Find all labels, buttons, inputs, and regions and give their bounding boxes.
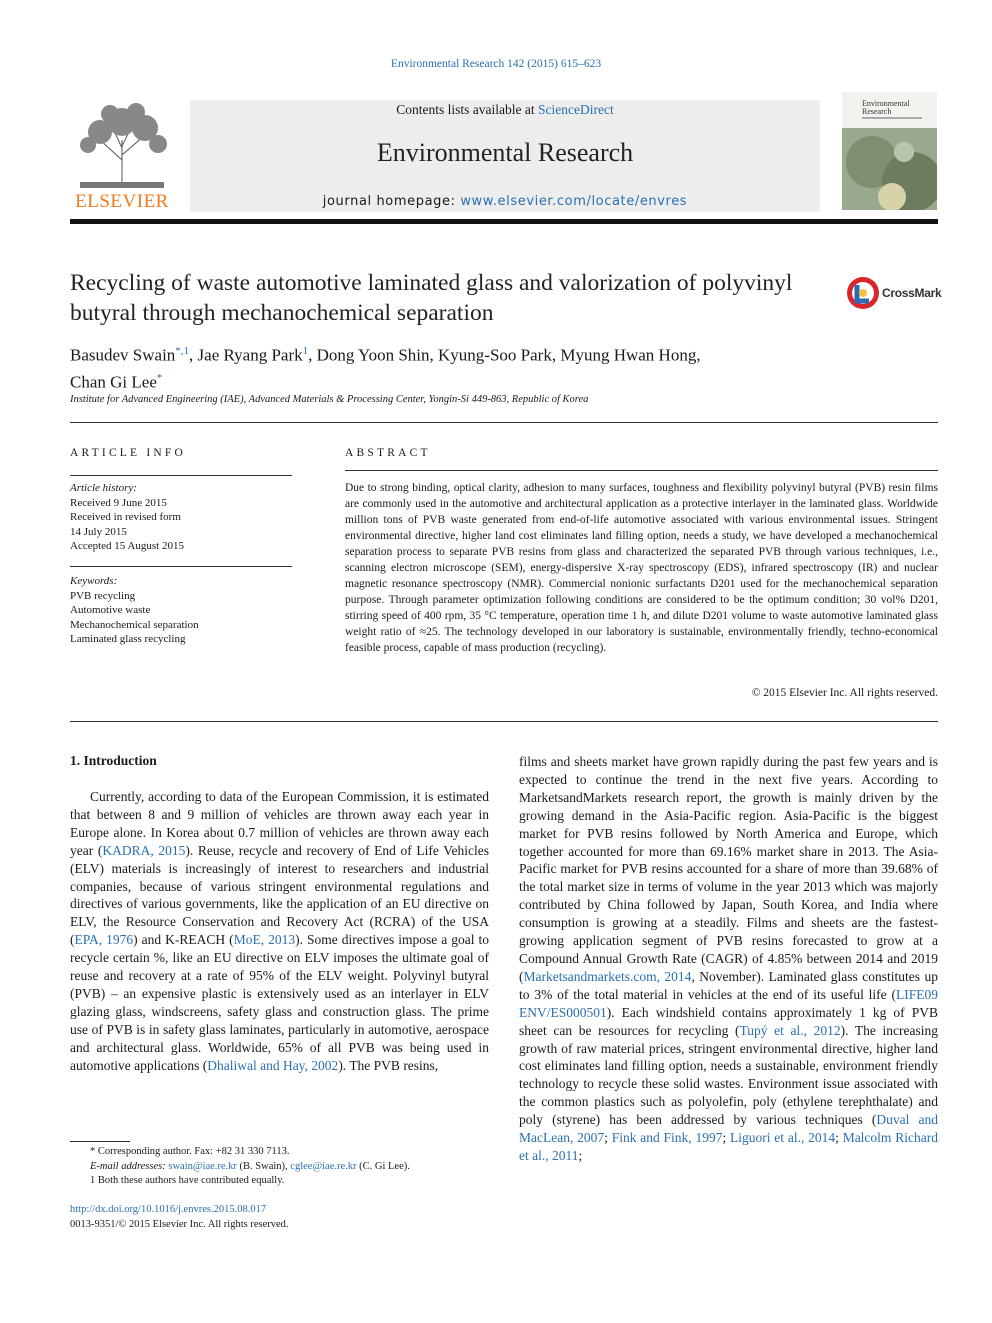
- body-text: Currently, according to data of the European Commission, it is estimated that between 8 and 9 million of vehicles are thrown away each year in Europe alone. In Korea about 0.7 million of vehicles are thrown away each year (: [70, 789, 489, 858]
- author-footnote-mark[interactable]: 1: [302, 345, 309, 357]
- email-link[interactable]: cglee@iae.re.kr: [290, 1160, 357, 1172]
- abstract-divider: [345, 470, 938, 471]
- keyword-item: Laminated glass recycling: [70, 633, 186, 646]
- keywords: [70, 574, 292, 647]
- history-item: Received in revised form: [70, 511, 181, 524]
- author-name: , Jae Ryang Park: [189, 345, 303, 365]
- abstract-heading: ABSTRACT: [345, 447, 431, 459]
- contents-line: [190, 102, 820, 118]
- journal-header-box: [190, 100, 820, 212]
- contents-prefix: Contents lists available at: [396, 102, 538, 117]
- history-item: Accepted 15 August 2015: [70, 540, 184, 553]
- elsevier-wordmark: ELSEVIER: [75, 191, 169, 212]
- crossmark-label[interactable]: CrossMark: [882, 286, 942, 300]
- article-info-heading: ARTICLE INFO: [70, 447, 186, 459]
- homepage-prefix: journal homepage:: [322, 194, 461, 209]
- author-footnote-mark[interactable]: *: [156, 371, 163, 384]
- citation-link[interactable]: KADRA, 2015: [102, 842, 186, 858]
- cover-title-text: Environmental: [862, 99, 910, 108]
- keywords-label: Keywords:: [70, 575, 118, 587]
- body-column-left: [70, 788, 489, 1075]
- author-name: , Dong Yoon Shin, Kyung-Soo Park, Myung Hwan Hong,: [308, 345, 701, 365]
- body-text: ;: [578, 1147, 583, 1163]
- body-text: ;: [722, 1130, 731, 1146]
- body-text: ;: [604, 1130, 612, 1146]
- homepage-link[interactable]: www.elsevier.com/locate/envres: [460, 194, 688, 209]
- citation-link[interactable]: Tupý et al., 2012: [739, 1022, 841, 1038]
- citation-link[interactable]: Duval and MacLean, 2007: [519, 1112, 939, 1146]
- journal-cover-image[interactable]: [842, 92, 937, 210]
- body-text: ). Each windshield contains approximately 1 kg of PVB sheet can be resources for recycling (: [519, 1004, 938, 1038]
- keywords-divider: [70, 566, 292, 567]
- affiliation: Institute for Advanced Engineering (IAE), Advanced Materials & Processing Center, Yongin-Si 449-863, Republic of Korea: [70, 394, 589, 405]
- history-item: Received 9 June 2015: [70, 496, 167, 509]
- author-name: Chan Gi Lee: [70, 372, 157, 392]
- email-owner: (C. Gi Lee).: [356, 1160, 410, 1172]
- svg-text:Research: Research: [862, 107, 892, 116]
- body-text: ). The increasing growth of raw material prices, stringent environmental directive, higher land cost eliminates land filling option, needs a sustainable, environment friendly technology to recycle these solid wastes. Environment issue associated with the common plastics such as polyolefin, poly (ethylene terephthalate) and poly (styrene) has been addressed by various techniques (: [519, 1022, 939, 1128]
- author-footnote-mark[interactable]: *,1: [175, 345, 190, 357]
- citation-link[interactable]: Marketsandmarkets.com, 2014: [523, 968, 692, 984]
- journal-homepage: [190, 194, 820, 209]
- issn-line: 0013-9351/© 2015 Elsevier Inc. All rights reserved.: [70, 1219, 289, 1230]
- front-matter-divider: [70, 721, 938, 722]
- body-text: ). The PVB resins,: [338, 1057, 439, 1073]
- body-column-right: [519, 753, 938, 1165]
- history-item: 14 July 2015: [70, 525, 127, 538]
- citation-link[interactable]: MoE, 2013: [233, 932, 296, 948]
- citation-link[interactable]: Malcolm Richard et al., 2011: [519, 1130, 938, 1163]
- affiliation-divider: [70, 422, 938, 423]
- author-name: Basudev Swain: [70, 345, 176, 365]
- article-history: [70, 481, 292, 554]
- keyword-item: Mechanochemical separation: [70, 618, 199, 631]
- body-text: ). Reuse, recycle and recovery of End of Life Vehicles (ELV) materials is increasingly of interest to researchers and industrial companies, because of various stringent environmental regulations and directives of various governments, like the application of an EU directive on ELV, the Resource Conservation and Recovery Act (RCRA) of the USA (: [70, 842, 489, 948]
- keyword-item: Automotive waste: [70, 604, 151, 617]
- body-text: ;: [835, 1130, 843, 1146]
- footnote-emails: [70, 1160, 490, 1175]
- abstract-text: Due to strong binding, optical clarity, adhesion to many surfaces, toughness and flexibility polyvinyl butyral (PVB) resin films are commonly used in the automotive and architectural application as a protective interlayer in the laminated glass. Worldwide million tons of PVB waste generated from end-of-life automotive associated with various environmental issues. Stringent environmental directive, higher land cost eliminates land filling option, needs a study, we have developed a mechanochemical separation process to separate PVB resins from glass and characterized the separated PVB through various techniques, i.e., scanning electron microscope (SEM), energy-dispersive X-ray spectroscopy (EDS), infrared spectroscopy (IR) and nuclear magnetic resonance spectroscopy (NMR). Commercial nonionic surfactants D201 used for the mechanochemical separation purpose. Through parameter optimization following conditions are considered to be the optimum condition; 30 vol% D201, stirring speed of 400 rpm, 35 °C temperature, operation time 1 h, and dilute D201 volume to waste automotive laminated glass weight ratio of ≈25. The technology developed in our laboratory is sustainable, environmentally friendly, techno-economical feasible process, capable of mass production (recycling).: [345, 482, 938, 654]
- body-text: films and sheets market have grown rapidly during the past few years and is expected to continue the trend in the next five years. According to MarketsandMarkets research report, the growth is mainly driven by the growing demand in the Asia-Pacific region. Asia-Pacific is the biggest market for PVB resins followed by North America and Europe, which together accounted for more than 69.16% market share in 2013. The Asia-Pacific market for PVB resins accounted for a share of more than 39.68% of the total market size in terms of volume in the year 2013 which was majorly contributed by China followed by Japan, South Korea, and India where consumption is growing at a steadily. Films and sheets are the fastest-growing application segment of PVB resins forecasted to grow at a Compound Annual Growth Rate (CAGR) of 4.85% between 2014 and 2019 (: [519, 754, 938, 984]
- sciencedirect-link[interactable]: ScienceDirect: [538, 102, 614, 117]
- journal-citation[interactable]: Environmental Research 142 (2015) 615–623: [390, 58, 602, 70]
- keyword-item: PVB recycling: [70, 589, 136, 602]
- body-text: , November). Laminated glass constitutes up to 3% of the total material in vehicles at the end of its useful life (: [519, 968, 938, 1002]
- citation-link[interactable]: Dhaliwal and Hay, 2002: [207, 1057, 339, 1073]
- history-label: Article history:: [70, 482, 137, 494]
- header-divider: [70, 219, 938, 224]
- abstract-copyright: © 2015 Elsevier Inc. All rights reserved.: [751, 687, 938, 699]
- citation-link[interactable]: EPA, 1976: [74, 932, 134, 948]
- email-owner: (B. Swain),: [236, 1160, 291, 1172]
- email-link[interactable]: swain@iae.re.kr: [168, 1160, 237, 1172]
- body-text: ). Some directives impose a goal to recycle certain %, like an EU directive on ELV imposes the ultimate goal of reuse and recovery at a rate of 95% of the ELV weight. Polyvinyl butyral (PVB) – an expensive plastic is extensively used as an interlayer in ELV glazing glass, windscreens, safety glass and construction glass. The prime use of PVB is in safety glass laminates, particularly in automotive, aerospace and architectural glass. Worldwide, 65% of all PVB was being used in automotive applications (: [70, 932, 489, 1073]
- citation-link[interactable]: Liguori et al., 2014: [730, 1130, 836, 1146]
- section-heading-introduction: 1. Introduction: [70, 753, 157, 768]
- doi-link[interactable]: http://dx.doi.org/10.1016/j.envres.2015.08.017: [70, 1204, 267, 1215]
- email-label: E-mail addresses:: [90, 1160, 169, 1172]
- doi-block: [70, 1202, 289, 1232]
- body-text: ) and K-REACH (: [133, 932, 234, 948]
- crossmark-icon: [845, 275, 885, 311]
- footnote-divider: [70, 1141, 130, 1142]
- citation-link[interactable]: LIFE09 ENV/ES000501: [519, 986, 938, 1020]
- journal-name: Environmental Research: [376, 138, 634, 167]
- author-list: [70, 340, 870, 393]
- footnotes: [70, 1145, 490, 1189]
- citation-link[interactable]: Fink and Fink, 1997: [611, 1130, 723, 1146]
- footnote-corresponding: * Corresponding author. Fax: +82 31 330 7113.: [90, 1146, 290, 1157]
- article-info-divider: [70, 475, 292, 476]
- article-title: Recycling of waste automotive laminated glass and valorization of polyvinyl butyral through mechanochemical separation: [70, 270, 793, 326]
- footnote-equal-contribution: 1 Both these authors have contributed equally.: [90, 1175, 285, 1186]
